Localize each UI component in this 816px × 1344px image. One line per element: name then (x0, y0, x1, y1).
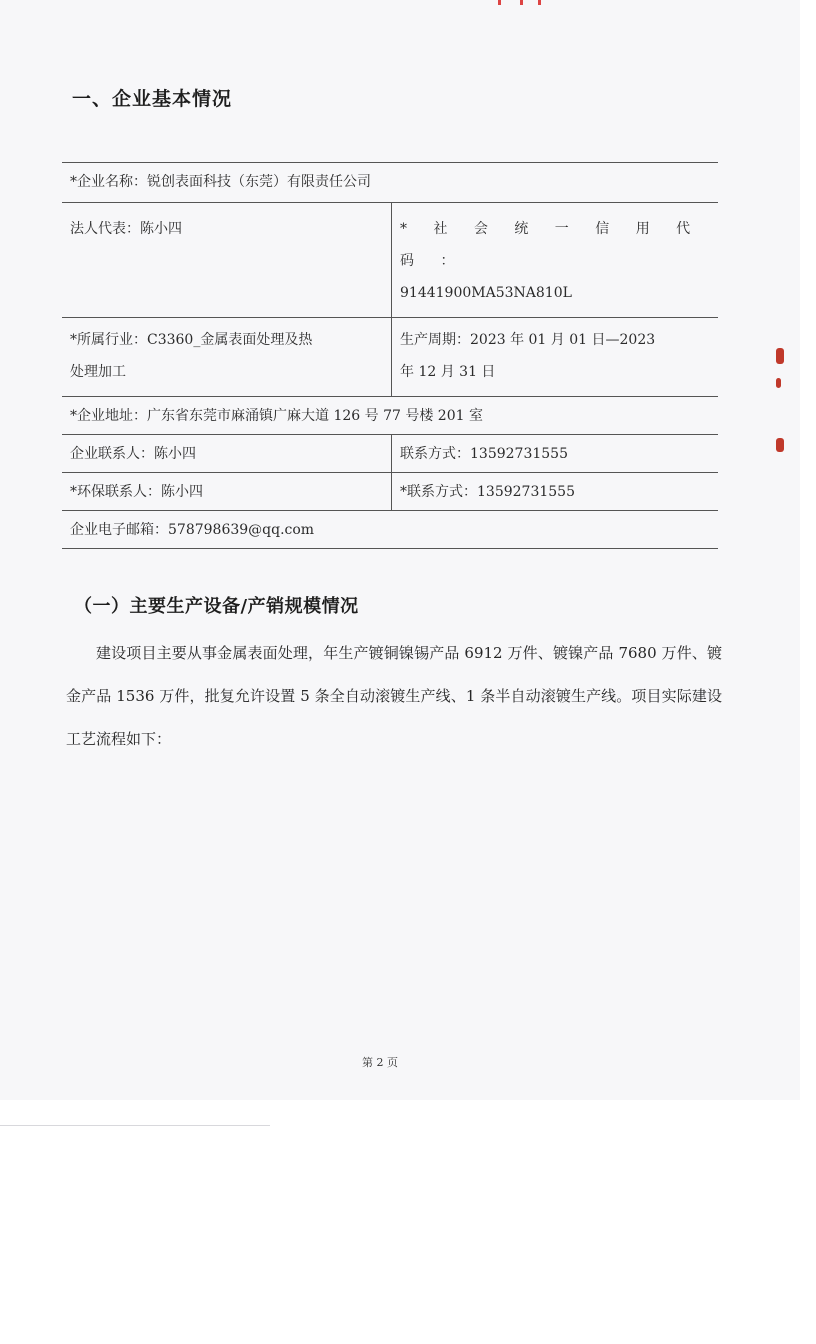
subsection-title: （一）主要生产设备/产销规模情况 (74, 596, 359, 617)
env-contact-phone-cell: *联系方式：13592731555 (392, 473, 719, 511)
address-cell: *企业地址：广东省东莞市麻涌镇广麻大道 126 号 77 号楼 201 室 (62, 397, 718, 435)
page-number: 第 2 页 (362, 1056, 398, 1069)
legal-rep-cell (62, 203, 392, 318)
stamp-fragment-right-3 (776, 438, 784, 452)
credit-code-value: 91441900MA53NA810L (400, 285, 572, 301)
stamp-fragment-right-2 (776, 378, 781, 388)
email-cell: 企业电子邮箱：578798639@qq.com (62, 511, 718, 549)
enterprise-info-table (62, 162, 718, 549)
section-title: 一、企业基本情况 (72, 88, 233, 110)
contact-phone-cell: 联系方式：13592731555 (392, 435, 719, 473)
env-contact-person-cell: *环保联系人：陈小四 (62, 473, 392, 511)
company-name-cell: *企业名称：锐创表面科技（东莞）有限责任公司 (62, 163, 718, 203)
credit-code-label: * 社 会 统 一 信 用 代 码 ： (400, 221, 702, 269)
industry-line-1: *所属行业：C3360_金属表面处理及热 (70, 332, 313, 348)
industry-cell (62, 318, 392, 397)
contact-person-cell: 企业联系人：陈小四 (62, 435, 392, 473)
period-line-2: 年 12 月 31 日 (400, 364, 496, 380)
scan-edge-line (0, 1125, 270, 1126)
credit-code-cell (392, 203, 719, 318)
stamp-fragment-right-1 (776, 348, 784, 364)
production-period-cell (392, 318, 719, 397)
industry-line-2: 处理加工 (70, 364, 126, 380)
stamp-fragment-top (490, 0, 550, 6)
legal-rep: 法人代表：陈小四 (70, 221, 182, 237)
period-line-1: 生产周期：2023 年 01 月 01 日—2023 (400, 332, 656, 348)
body-paragraph: 建设项目主要从事金属表面处理，年生产镀铜镍锡产品 6912 万件、镀镍产品 7680 万件、镀金产品 1536 万件，批复允许设置 5 条全自动滚镀生产线、1 条半自动滚镀生产线。项目实际建设工艺流程如下： (66, 644, 722, 748)
